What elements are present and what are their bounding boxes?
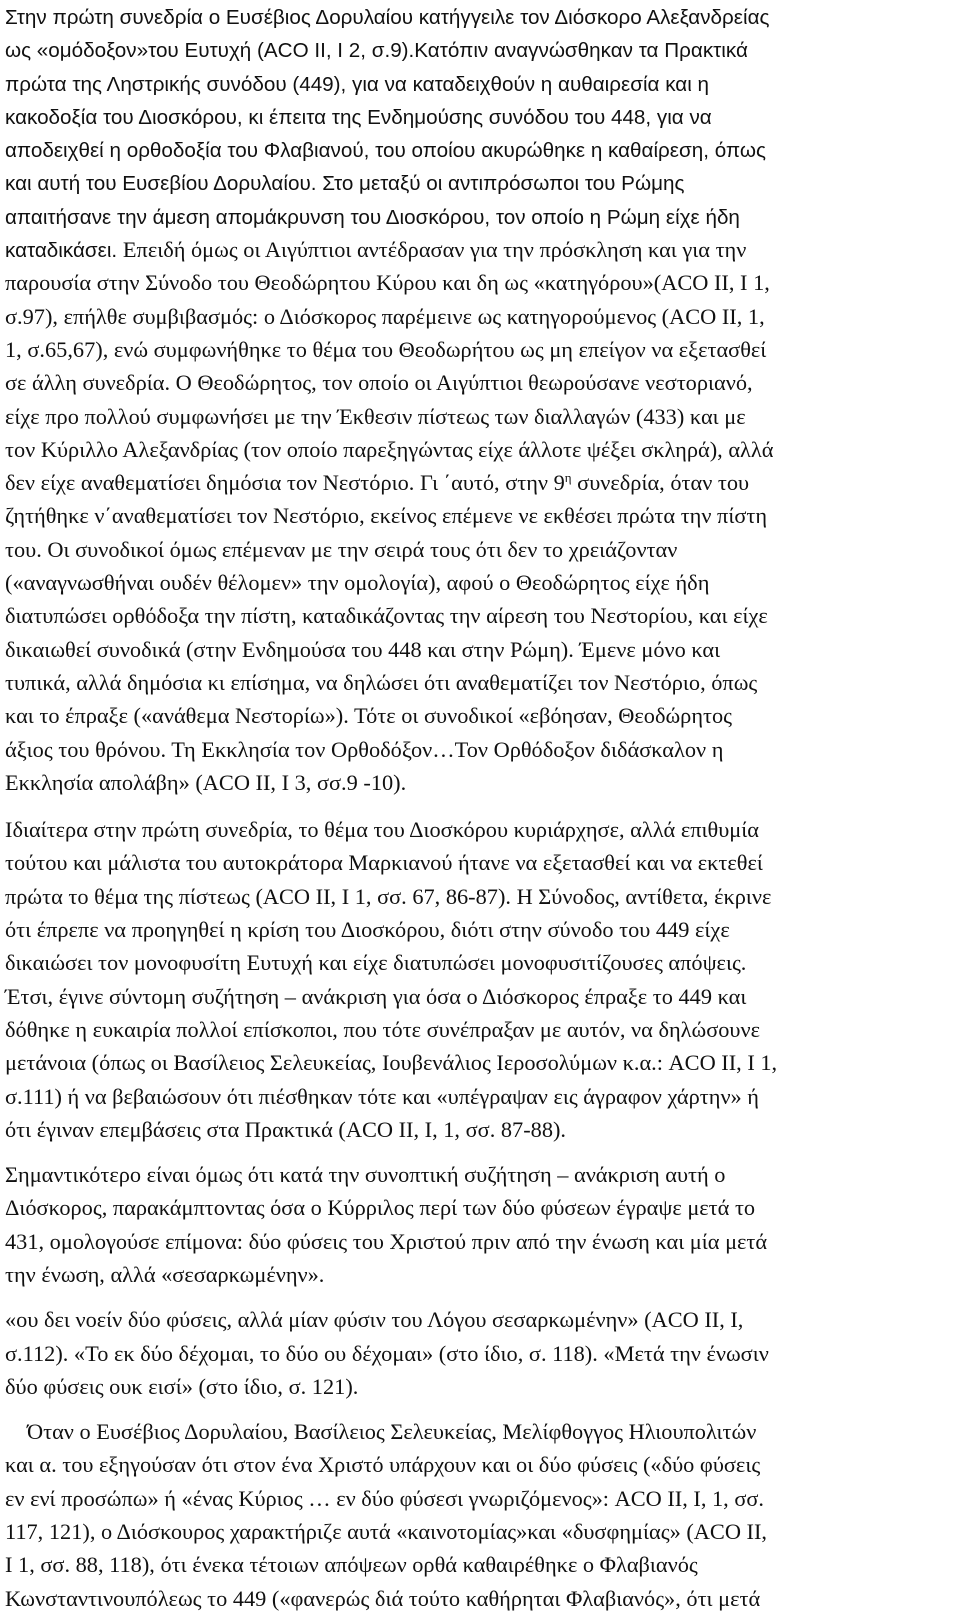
text-segment: Επειδή όμως οι Αιγύπτιοι αντέδρασαν για την πρόσκληση και για την — [122, 237, 747, 263]
text-segment: κακοδοξία του Διοσκόρου, κι έπειτα της Ενδημούσης συνόδου του 448, για να — [5, 105, 712, 129]
text-line — [5, 200, 951, 233]
text-segment: συνεδρία, όταν του — [571, 470, 750, 496]
text-line — [5, 1482, 951, 1515]
text-segment: τούτου και μάλιστα του αυτοκράτορα Μαρκιανού ήτανε να εξετασθεί και να εκτεθεί — [5, 850, 763, 876]
text-segment: δικαιώσει τον μονοφυσίτη Ευτυχή και είχε διατυπώσει μονοφυσιτίζουσες απόψεις. — [5, 950, 747, 976]
text-segment: Τότε οι συνοδικοί «εβόησαν, Θεοδώρητος — [353, 703, 733, 729]
text-segment: εν ενί προσώπω» ή «ένας Κύριος … εν δύο φύσεσι γνωριζόμενος»: ACO II, I, 1, σσ. — [5, 1485, 765, 1511]
text-segment: 117, 121), ο Διόσκουρος χαρακτήριζε αυτά «καινοτομίας»και «δυσφημίας» (ACO II, — [5, 1519, 768, 1545]
text-line — [5, 33, 951, 66]
paragraph-p3 — [5, 1158, 953, 1291]
text-line — [5, 266, 951, 299]
document-page — [5, 0, 953, 1615]
paragraph-p2 — [5, 813, 953, 1146]
text-segment: του. — [5, 536, 48, 562]
text-segment: Στην πρώτη συνεδρία ο Ευσέβιος Δορυλαίου κατήγγειλε τον Διόσκορο Αλεξανδρείας — [5, 6, 770, 29]
text-segment: ότι έπρεπε να προηγηθεί η κρίση του Διοσκόρου, διότι στην σύνοδο του 449 είχε — [5, 917, 730, 943]
text-line — [5, 1515, 951, 1548]
text-segment: Ο Θεοδώρητος, τον οποίο οι Αιγύπτιοι θεωρούσανε νεστοριανό, — [175, 370, 753, 396]
text-line — [5, 400, 951, 433]
paragraph-gap — [5, 1146, 953, 1158]
text-segment: Κωνσταντινουπόλεως το 449 («φανερώς διά τούτο καθήρηται Φλαβιανός», ότι μετά — [5, 1585, 761, 1611]
text-line — [5, 1225, 951, 1258]
text-segment: απαιτήσανε την άμεση απομάκρυνση του Διοσκόρου, τον οποίο η Ρώμη είχε ήδη — [5, 205, 740, 229]
text-segment: Γι ΄αυτό, στην 9 — [419, 470, 565, 496]
text-segment: μετάνοια (όπως οι Βασίλειος Σελευκείας, Ιουβενάλιος Ιεροσολύμων κ.α.: ACO II, I 1, — [5, 1050, 778, 1076]
text-line — [5, 300, 951, 333]
text-segment: παρουσία στην Σύνοδο του Θεοδώρητου Κύρου και δη ως «κατηγόρου»(ACO II, I 1, — [5, 270, 770, 296]
text-segment: και α. του εξηγούσαν ότι στον ένα Χριστό υπάρχουν και οι δύο φύσεις («δύο φύσεις — [5, 1452, 761, 1478]
text-line — [5, 733, 951, 766]
paragraph-gap — [5, 799, 953, 813]
text-segment: σ.111) ή να βεβαιώσουν ότι πιέσθηκαν τότε και «υπέγραψαν εις άγραφον χάρτην» ή — [5, 1083, 759, 1109]
text-segment: 1, σ.65,67), ενώ συμφωνήθηκε το θέμα του Θεοδωρήτου ως μη επείγον να εξετασθεί — [5, 336, 767, 362]
text-segment: την ένωση, αλλά «σεσαρκωμένην». — [5, 1261, 325, 1287]
text-segment: Η Σύνοδος, αντίθετα, έκρινε — [516, 883, 772, 909]
text-line — [5, 333, 951, 366]
text-segment: τυπικά, αλλά δημόσια κι επίσημα, να δηλώσει ότι αναθεματίζει τον Νεστόριο, όπως — [5, 669, 758, 695]
text-line — [5, 813, 951, 846]
paragraph-gap — [5, 1291, 953, 1303]
text-line — [5, 1448, 951, 1481]
text-segment: Διόσκορος, παρακάμπτοντας όσα ο Κύρριλος περί των δύο φύσεων έγραψε μετά το — [5, 1195, 756, 1221]
text-segment: πρώτα το θέμα της πίστεως (ACO II, I 1, σσ. 67, 86-87). — [5, 883, 517, 909]
text-segment: σε άλλη συνεδρία. — [5, 370, 176, 396]
text-line — [5, 1191, 951, 1224]
text-line — [5, 599, 951, 632]
text-segment: Τη Εκκλησία τον Ορθοδόξον…Τον Ορθόδοξον διδάσκαλον η — [171, 736, 724, 762]
text-segment: δόθηκε η ευκαιρία πολλοί επίσκοποι, που τότε συνέπραξαν με αυτόν, να δηλώσουνε — [5, 1016, 760, 1042]
text-segment: σ.112). «Το εκ δύο δέχομαι, το δύο ου δέχομαι» (στο ίδιο, σ. 118). «Μετά την ένωσιν — [5, 1340, 769, 1366]
text-segment: αποδειχθεί η ορθοδοξία του Φλαβιανού, του οποίου ακυρώθηκε η καθαίρεση, όπως — [5, 139, 766, 163]
paragraph-p4 — [5, 1303, 953, 1403]
text-line — [5, 1080, 951, 1113]
text-segment: Έμενε μόνο και — [579, 636, 721, 662]
text-line — [5, 1303, 951, 1336]
text-line — [5, 1113, 951, 1146]
text-line — [5, 566, 951, 599]
text-line — [5, 699, 951, 732]
text-segment: καταδικάσει. — [5, 239, 123, 263]
superscript: η — [564, 470, 572, 486]
text-segment: δικαιωθεί συνοδικά (στην Ενδημούσα του 448 και στην Ρώμη). — [5, 636, 580, 662]
text-line — [5, 1258, 951, 1291]
text-segment: δεν είχε αναθεματίσει δημόσια τον Νεστόριο. — [5, 470, 420, 496]
text-segment: Όταν ο Ευσέβιος Δορυλαίου, Βασίλειος Σελευκείας, Μελίφθογγος Ηλιουπολιτών — [26, 1419, 757, 1445]
text-line — [5, 100, 951, 133]
text-segment: Σημαντικότερο είναι όμως ότι κατά την συνοπτική συζήτηση – ανάκριση αυτή ο — [5, 1162, 726, 1188]
text-segment: Εκκλησία απολάβη» (ACO II, I 3, σσ.9 -10). — [5, 769, 407, 795]
text-segment: ζητήθηκε ν΄αναθεματίσει τον Νεστόριο, εκείνος επέμενε νε εκθέσει πρώτα την πίστη — [5, 503, 768, 529]
paragraph-p5 — [5, 1415, 953, 1615]
text-segment: Κατόπιν αναγνώσθηκαν τα Πρακτικά — [414, 39, 748, 63]
text-segment: («αναγνωσθήναι ουδέν θέλομεν» την ομολογία), αφού ο Θεοδώρητος είχε ήδη — [5, 570, 710, 596]
text-segment: και αυτή του Ευσεβίου Δορυλαίου. — [5, 172, 323, 196]
text-segment: ως «ομόδοξον»του Ευτυχή (ACO II, I 2, σ.9). — [5, 39, 415, 63]
text-segment: και το έπραξε («ανάθεμα Νεστορίω»). — [5, 703, 354, 729]
text-line — [5, 880, 951, 913]
text-line — [5, 433, 951, 466]
text-segment: Οι συνοδικοί όμως επέμεναν με την σειρά τους ότι δεν το χρειάζονταν — [47, 536, 678, 562]
text-line — [5, 466, 951, 499]
text-segment: 431, ομολογούσε επίμονα: δύο φύσεις του Χριστού πριν από την ένωση και μία μετά — [5, 1228, 768, 1254]
text-line — [5, 499, 951, 532]
text-segment: τον Κύριλλο Αλεξανδρίας (τον οποίο παρεξηγώντας είχε άλλοτε ψέξει σκληρά), αλλά — [5, 436, 774, 462]
text-line — [5, 1548, 951, 1581]
text-line — [5, 166, 951, 199]
paragraph-gap — [5, 1403, 953, 1415]
text-line — [5, 366, 951, 399]
paragraph-p1 — [5, 0, 953, 799]
text-line — [5, 846, 951, 879]
text-line — [5, 766, 951, 799]
text-segment: δύο φύσεις ουκ εισί» (στο ίδιο, σ. 121). — [5, 1373, 359, 1399]
text-segment: είχε προ πολλού συμφωνήσει με την Έκθεσιν πίστεως των διαλλαγών (433) και με — [5, 403, 746, 429]
text-segment: διατυπώσει ορθόδοξα την πίστη, καταδικάζοντας την αίρεση του Νεστορίου, και είχε — [5, 603, 768, 629]
text-segment: σ.97), επήλθε συμβιβασμός: ο Διόσκορος παρέμεινε ως κατηγορούμενος (ACO II, 1, — [5, 303, 765, 329]
text-segment: Ιδιαίτερα στην πρώτη συνεδρία, το θέμα του Διοσκόρου κυριάρχησε, αλλά επιθυμία — [5, 817, 759, 843]
text-line — [5, 946, 951, 979]
text-line — [5, 913, 951, 946]
text-segment: Έτσι, έγινε σύντομη συζήτηση – ανάκριση για όσα ο Διόσκορος έπραξε το 449 και — [5, 983, 747, 1009]
text-line — [5, 0, 951, 33]
text-segment: πρώτα της Ληστρικής συνόδου (449), για να καταδειχθούν η αυθαιρεσία και η — [5, 72, 710, 96]
text-line — [5, 133, 951, 166]
text-line — [5, 1013, 951, 1046]
text-line — [5, 1582, 951, 1615]
text-line — [5, 1415, 951, 1448]
text-line — [5, 1046, 951, 1079]
text-line — [5, 67, 951, 100]
text-segment: άξιος του θρόνου. — [5, 736, 172, 762]
text-line — [5, 233, 951, 266]
text-segment: I 1, σσ. 88, 118), ότι ένεκα τέτοιων απόψεων ορθά καθαιρέθηκε ο Φλαβιανός — [5, 1552, 698, 1578]
text-line — [5, 633, 951, 666]
text-line — [5, 1370, 951, 1403]
text-segment: «ου δει νοείν δύο φύσεις, αλλά μίαν φύσιν του Λόγου σεσαρκωμένην» (ACO II, I, — [5, 1307, 744, 1333]
text-line — [5, 533, 951, 566]
text-line — [5, 1337, 951, 1370]
text-line — [5, 1158, 951, 1191]
text-line — [5, 666, 951, 699]
text-segment: ότι έγιναν επεμβάσεις στα Πρακτικά (ACO II, I, 1, σσ. 87-88). — [5, 1116, 567, 1142]
text-segment: Στο μεταξύ οι αντιπρόσωποι του Ρώμης — [322, 172, 685, 196]
text-line — [5, 980, 951, 1013]
